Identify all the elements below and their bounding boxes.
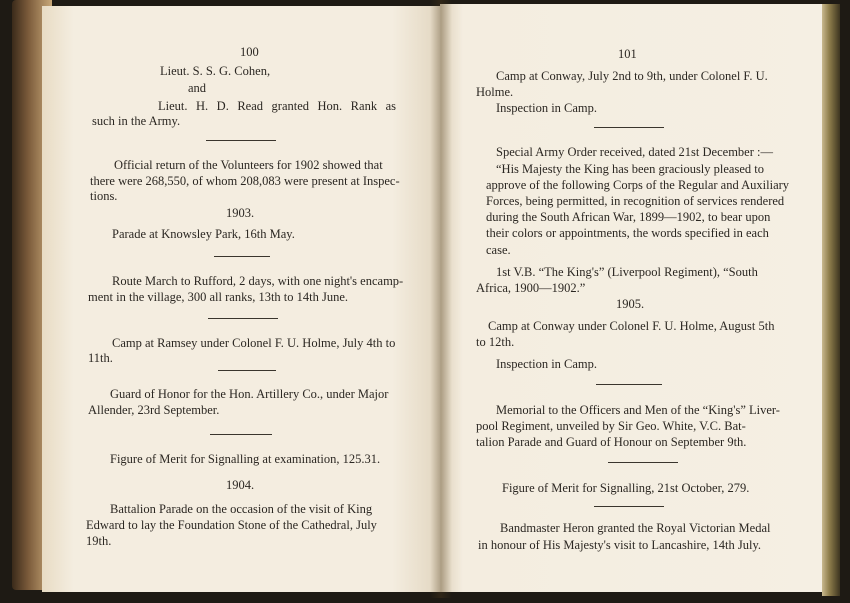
text-line: tions. (90, 189, 118, 203)
text-line: Edward to lay the Foundation Stone of the Cathedral, July (86, 518, 377, 532)
text-line: Lieut. S. S. G. Cohen, (160, 64, 271, 78)
section-divider (214, 256, 270, 257)
text-line: their colors or appointments, the words specified in each (486, 226, 769, 240)
book-edge-right (822, 4, 840, 596)
text-line: pool Regiment, unveiled by Sir Geo. White, V.C. Bat- (476, 419, 746, 433)
text-line: “His Majesty the King has been graciously pleased to (496, 162, 764, 176)
text-line: to 12th. (476, 335, 515, 349)
text-line: Camp at Ramsey under Colonel F. U. Holme, July 4th to (112, 336, 396, 350)
text-line: Bandmaster Heron granted the Royal Victorian Medal (500, 521, 771, 535)
text-line: Africa, 1900—1902.” (476, 281, 586, 295)
text-line: Parade at Knowsley Park, 16th May. (112, 227, 295, 241)
text-line: Allender, 23rd September. (88, 403, 220, 417)
section-divider (218, 370, 276, 371)
text-line: Special Army Order received, dated 21st December :— (496, 145, 773, 159)
text-line: Lieut. H. D. Read granted Hon. Rank as (158, 99, 396, 113)
text-line: Guard of Honor for the Hon. Artillery Co., under Major (110, 387, 389, 401)
right-page-number: 101 (618, 47, 637, 61)
text-line: ment in the village, 300 all ranks, 13th to 14th June. (88, 290, 349, 304)
section-divider (594, 506, 664, 507)
text-line: 19th. (86, 534, 112, 548)
text-line: Camp at Conway, July 2nd to 9th, under Colonel F. U. (496, 69, 768, 83)
text-line: Route March to Rufford, 2 days, with one night's encamp- (112, 274, 404, 288)
text-line: there were 268,550, of whom 208,083 were present at Inspec- (90, 174, 400, 188)
text-line: Forces, being permitted, in recognition of services rendered (486, 194, 785, 208)
section-divider (594, 127, 664, 128)
text-line: Camp at Conway under Colonel F. U. Holme, August 5th (488, 319, 775, 333)
text-line: Official return of the Volunteers for 1902 showed that (114, 158, 383, 172)
text-line: such in the Army. (92, 114, 181, 128)
year-heading: 1905. (616, 297, 645, 311)
text-line: Figure of Merit for Signalling at examination, 125.31. (110, 452, 381, 466)
year-heading: 1903. (226, 206, 255, 220)
left-page-number: 100 (240, 45, 259, 59)
text-line: approve of the following Corps of the Regular and Auxiliary (486, 178, 790, 192)
text-line: in honour of His Majesty's visit to Lancashire, 14th July. (478, 538, 762, 552)
text-line: Figure of Merit for Signalling, 21st October, 279. (502, 481, 750, 495)
section-divider (596, 384, 662, 385)
text-line: Battalion Parade on the occasion of the visit of King (110, 502, 373, 516)
book-gutter (430, 0, 452, 598)
text-line: Holme. (476, 85, 514, 99)
text-line: Memorial to the Officers and Men of the “King's” Liver- (496, 403, 780, 417)
year-heading: 1904. (226, 478, 255, 492)
section-divider (208, 318, 278, 319)
section-divider (608, 462, 678, 463)
text-line: and (188, 81, 207, 95)
text-line: 11th. (88, 351, 113, 365)
text-line: 1st V.B. “The King's” (Liverpool Regiment), “South (496, 265, 758, 279)
section-divider (206, 140, 276, 141)
text-line: talion Parade and Guard of Honour on September 9th. (476, 435, 747, 449)
text-line: Inspection in Camp. (496, 357, 598, 371)
text-line: during the South African War, 1899—1902, to bear upon (486, 210, 771, 224)
text-line: case. (486, 243, 511, 257)
text-line: Inspection in Camp. (496, 101, 598, 115)
section-divider (210, 434, 272, 435)
